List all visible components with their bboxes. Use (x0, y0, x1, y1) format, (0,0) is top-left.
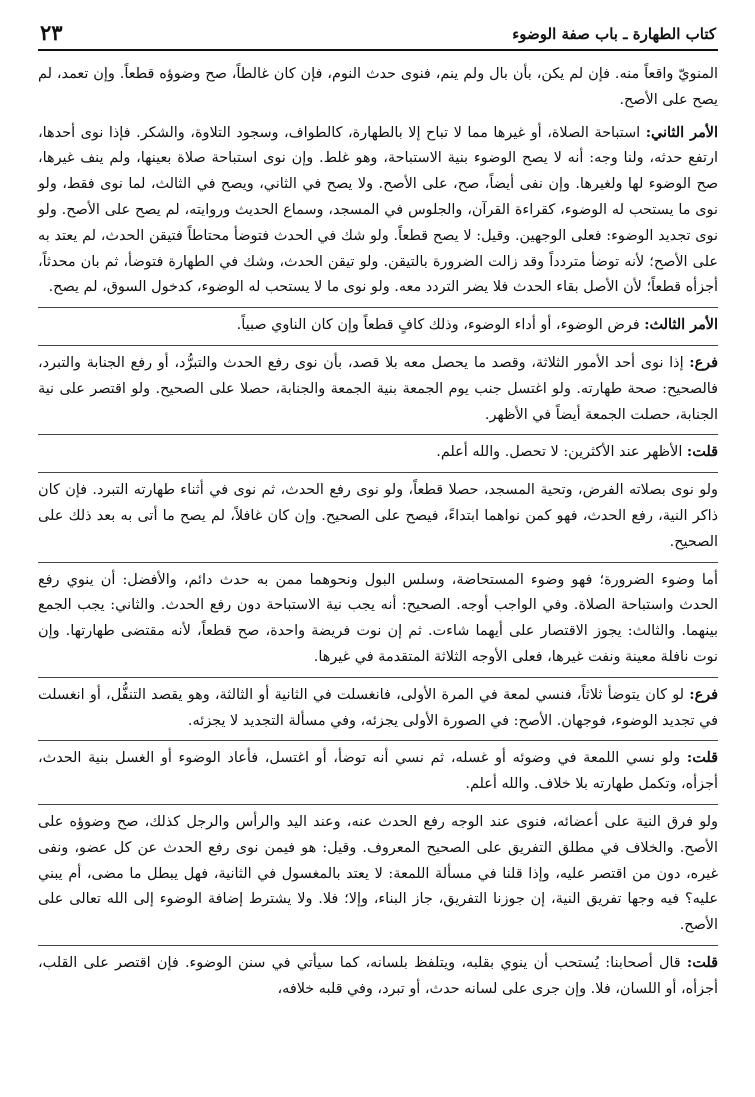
paragraph-lead: فرع: (689, 353, 718, 371)
paragraph-text: لو كان يتوضأ ثلاثاً، فنسي لمعة في المرة الأولى، فانغسلت في الثانية أو الثالثة، وهو يقصد التنفُّل، أو انغسلت في تجديد الوضوء، فوجهان. الأصح: في الصورة الأولى يجزئه، وفي مسألة التجديد لا يجزئه. (38, 686, 718, 729)
paragraph-text: استباحة الصلاة، أو غيرها مما لا تباح إلا بالطهارة، كالطواف، وسجود التلاوة، والشكر. فإذا نوى أحدها، ارتفع حدثه، ولنا وجه: أنه لا يصح الوضوء بنية الاستباحة، وهو غلط. وإن نوى استباحة صلاة بعينها، ولم ينف غيرها، صح الوضوء لها ولغيرها. وإن نفى أيضاً، صح، على الأصح. ولا يصح في الثاني، ويصح في الثالث، لما نوى فقط، ولو نوى ما يستحب له الوضوء، كقراءة القرآن، والجلوس في المسجد، وسماع الحديث وروايته، لم يصح على الأصح. ولو نوى تجديد الوضوء: فعلى الوجهين. وقيل: لا يصح قطعاً. ولو شك في الحدث فتوضأ محتاطاً فتيقن الحدث، لم يعتد به على الأصح؛ لأنه توضأ متردداً وقد زالت الضرورة بالتيقن. ولو تيقن الحدث، وشك في الطهارة فتوضأ، ثم بان محدثاً، أجزأه قطعاً؛ لأن الأصل بقاء الحدث فلا يضر التردد معه. ولو نوى ما لا يستحب له الوضوء، كدخول السوق، لم يصح. (38, 124, 718, 296)
paragraph-2 (38, 120, 718, 302)
paragraph-4 (38, 350, 718, 428)
divider (38, 307, 718, 308)
paragraph-text: ولو نسي اللمعة في وضوئه أو غسله، ثم نسي أنه توضأ، أو اغتسل، فأعاد الوضوء أو الغسل بنية الحدث، أجزأه، وتكمل طهارته بلا خلاف. والله أعلم. (38, 750, 718, 793)
paragraph-3 (38, 312, 718, 339)
paragraph-text: ولو نوى بصلاته الفرض، وتحية المسجد، حصلا قطعاً، ولو نوى رفع الحدث، ثم نوى في أثناء طهارته التبرد. فإن كان ذاكر النية، رفع الحدث، فهو كمن نواهما ابتداءً، فيصح على الصحيح. وإن كان غافلاً، لم يصح ما أتى به بعد ذلك على الصحيح. (38, 482, 718, 550)
paragraph-lead: فرع: (689, 685, 718, 703)
paragraph-lead: قلت: (686, 443, 718, 461)
divider (38, 677, 718, 678)
paragraph-5 (38, 439, 718, 466)
page-body (38, 61, 718, 1003)
paragraph-6 (38, 477, 718, 555)
paragraph-lead: الأمر الثاني: (645, 123, 718, 141)
paragraph-8 (38, 682, 718, 735)
paragraph-11 (38, 950, 718, 1003)
running-title: كتاب الطهارة ـ باب صفة الوضوء (512, 25, 716, 43)
paragraph-text: المنويّ واقعاً منه. فإن لم يكن، بأن بال ولم ينم، فنوى حدث النوم، فإن كان غالطاً، صح وضوؤه قطعاً. وإن تعمد، لم يصح على الأصح. (38, 66, 718, 108)
divider (38, 434, 718, 435)
page-number: ٢٣ (40, 20, 63, 45)
divider (38, 562, 718, 563)
divider (38, 945, 718, 946)
divider (38, 804, 718, 805)
paragraph-text: قال أصحابنا: يُستحب أن ينوي بقلبه، ويتلفظ بلسانه، كما سيأتي في سنن الوضوء. فإن اقتصر على القلب، أجزأه، أو اللسان، فلا. وإن جرى على لسانه حدث، أو تبرد، وفي قلبه خلافه، (38, 954, 718, 997)
paragraph-1 (38, 61, 718, 114)
paragraph-text: أما وضوء الضرورة؛ فهو وضوء المستحاضة، وسلس البول ونحوهما ممن به حدث دائم، والأفضل: أن ينوي رفع الحدث واستباحة الصلاة. وفي الواجب أوجه. الصحيح: أنه يجب نية الاستباحة دون رفع الحدث. والثاني: يجب الجمع بينهما. والثالث: يجوز الاقتصار على أيهما شاءت. ثم إن نوت فريضة واحدة، صح قطعاً، لأنه مقتضى طهارتها. وإن نوت نافلة معينة ونفت غيرها، فعلى الأوجه الثلاثة المتقدمة في غيرها. (38, 571, 718, 665)
page-header (38, 22, 718, 51)
paragraph-lead: الأمر الثالث: (644, 316, 718, 334)
paragraph-7 (38, 567, 718, 671)
book-page (38, 22, 718, 1009)
divider (38, 740, 718, 741)
paragraph-text: ولو فرق النية على أعضائه، فنوى عند الوجه رفع الحدث عنه، وعند اليد والرأس والرجل كذلك، صح وضوؤه على الأصح. والخلاف في مطلق التفريق على الصحيح المعروف. وقيل: هو فيمن نوى رفع الحدث عن كل عضو، ونفى غيره، دون من اقتصر عليه، وإذا قلنا في مسألة اللمعة: لا يعتد بالمغسول في الثانية، فهل يبطل ما مضى، أم يبني عليه؟ فيه وجها تفريق النية، إن جوزنا التفريق، جاز البناء، وإلا؛ فلا. ولا يشترط إضافة الوضوء إلى الله تعالى على الأصح. (38, 813, 718, 934)
paragraph-lead: قلت: (686, 749, 718, 767)
divider (38, 345, 718, 346)
paragraph-lead: قلت: (686, 953, 718, 971)
paragraph-text: فرض الوضوء، أو أداء الوضوء، وذلك كافٍ قطعاً وإن كان الناوي صبياً. (236, 317, 645, 334)
paragraph-text: إذا نوى أحد الأمور الثلاثة، وقصد ما يحصل معه بلا قصد، بأن نوى رفع الحدث والتبرُّد، أو رفع الجنابة والتبرد، فالصحيح: صحة طهارته. ولو اغتسل جنب يوم الجمعة بنية الجمعة والجنابة، حصلا على الصحيح. ولو اقتصر على نية الجنابة، حصلت الجمعة أيضاً في الأظهر. (38, 354, 718, 423)
paragraph-10 (38, 809, 718, 939)
paragraph-9 (38, 745, 718, 798)
divider (38, 472, 718, 473)
paragraph-text: الأظهر عند الأكثرين: لا تحصل. والله أعلم. (436, 444, 687, 461)
